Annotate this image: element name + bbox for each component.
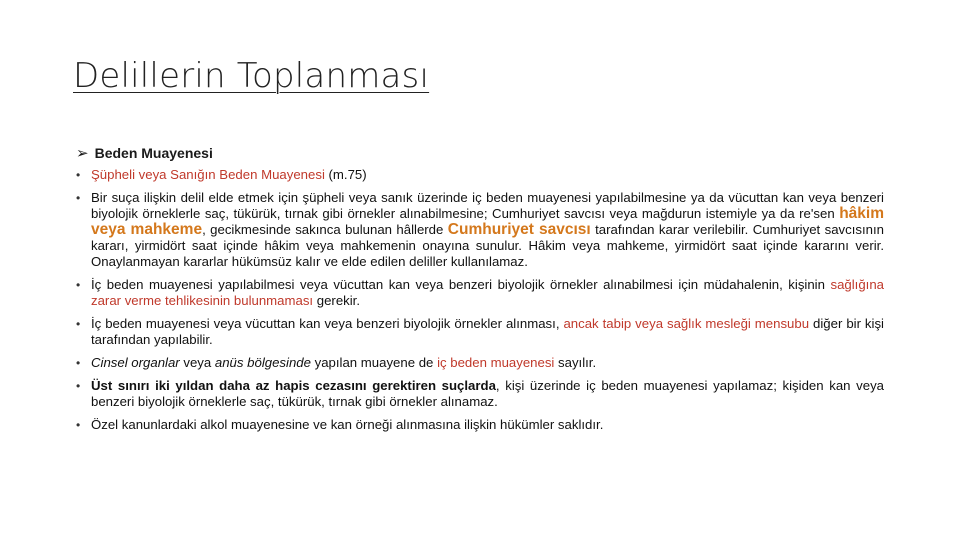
item-emphasis: Şüpheli veya Sanığın Beden Muayenesi [91, 167, 325, 182]
item-text: veya [179, 355, 215, 370]
item-text: İç beden muayenesi veya vücuttan kan veya benzeri biyolojik örnekler alınması, [91, 316, 564, 331]
item-emphasis: Üst sınırı iki yıldan daha az hapis cezasını gerektiren suçlarda [91, 378, 496, 393]
list-item [76, 355, 884, 371]
item-text: diğer bir kişi tarafından yapılabilir. [91, 316, 884, 347]
list-item [76, 378, 884, 410]
item-emphasis: anüs bölgesinde [214, 355, 311, 370]
item-text: Bir suça ilişkin delil elde etmek için şüpheli veya sanık üzerinde iç beden muayenesi yapılabilmesine ya da vücuttan kan veya benzeri biyolojik örneklerle saç, tükürük, tırnak gibi örnekler alınabilmesine; Cumhuriyet savcısı veya mağdurun istemiyle ya da re'sen [91, 190, 884, 221]
item-text: , gecikmesinde sakınca bulunan hâllerde [202, 222, 448, 237]
item-emphasis: sağlığına zarar verme tehlikesinin bulunmaması [91, 277, 884, 308]
item-text: sayılır. [554, 355, 597, 370]
list-item [76, 316, 884, 348]
item-emphasis: Cumhuriyet savcısı [447, 221, 591, 238]
item-text: Özel kanunlardaki alkol muayenesine ve kan örneği alınmasına ilişkin hükümler saklıdır. [91, 417, 604, 432]
item-emphasis: hâkim veya mahkeme [91, 205, 884, 238]
list-item [76, 190, 884, 270]
item-text: (m.75) [324, 167, 367, 182]
item-text: gerekir. [313, 293, 361, 308]
item-text: İç beden muayenesi yapılabilmesi veya vücuttan kan veya benzeri biyolojik örnekler alınabilmesi için müdahalenin, kişinin [91, 277, 831, 292]
slide-title: Delillerin Toplanması [73, 56, 430, 96]
item-text: , kişi üzerinde iç beden muayenesi yapılamaz; kişiden kan veya benzeri biyolojik örneklerle saç, tükürük, tırnak gibi örnekler alınamaz. [91, 378, 884, 409]
item-emphasis: iç beden muayenesi [437, 355, 555, 370]
section-heading-label: Beden Muayenesi [94, 145, 213, 161]
list-item [76, 277, 884, 309]
item-text: tarafından karar verilebilir. Cumhuriyet savcısının kararı, yirmidört saat içinde hâkim veya mahkemenin onayına sunulur. Hâkim veya mahkeme, yirmidört saat içinde kararını verir. Onaylanmayan kararlar hükümsüz kalır ve elde edilen deliller kullanılamaz. [91, 222, 884, 269]
bullet-list [76, 167, 884, 440]
list-item [76, 167, 884, 183]
item-emphasis: ancak tabip veya sağlık mesleği mensubu [563, 316, 810, 331]
item-text: yapılan muayene de [310, 355, 438, 370]
arrow-bullet-icon: ➢ [76, 145, 89, 162]
section-heading [76, 144, 213, 162]
list-item [76, 417, 884, 433]
item-emphasis: Cinsel organlar [91, 355, 180, 370]
